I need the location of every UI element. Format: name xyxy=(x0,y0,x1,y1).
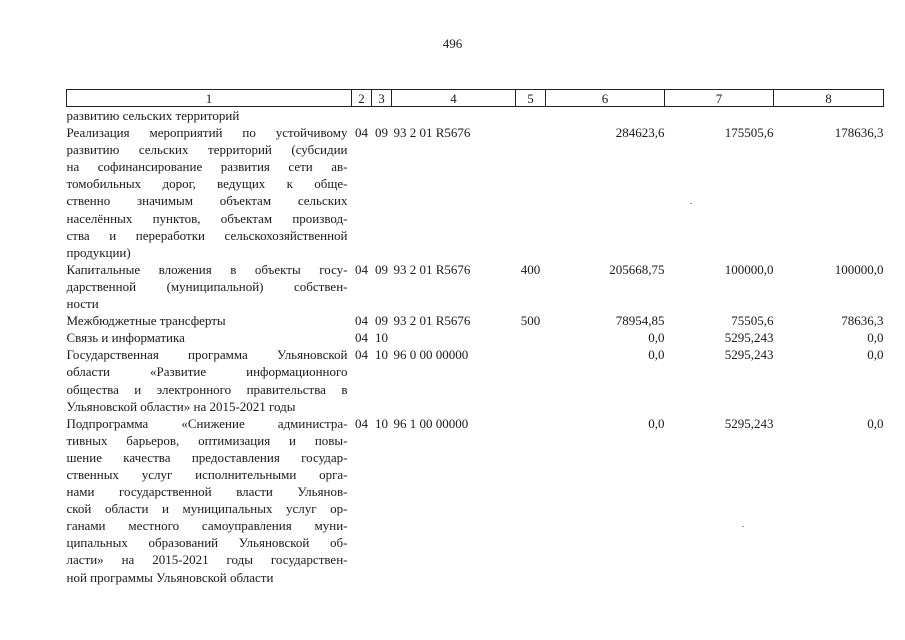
col-header-8: 8 xyxy=(774,90,884,107)
amount-col-8: 78636,3 xyxy=(841,313,884,329)
row-name xyxy=(67,329,352,346)
amount-col-7: 75505,6 xyxy=(731,313,774,329)
col-header-7: 7 xyxy=(665,90,774,107)
row-name-line: нами государственной власти Ульянов- xyxy=(66,484,348,500)
subsection-code: 09 xyxy=(375,261,388,277)
table-row xyxy=(67,261,884,312)
row-name-line: Государственная программа Ульяновской xyxy=(66,347,348,363)
target-item-code: 96 1 00 00000 xyxy=(393,415,469,431)
row-name-line: развитию сельских территорий xyxy=(66,108,240,123)
row-name-line: Связь и информатика xyxy=(66,330,185,346)
amount-col-8: 0,0 xyxy=(867,347,884,363)
row-name-line: ципальных образований Ульяновской об- xyxy=(66,535,348,551)
amount-col-6: 78954,85 xyxy=(615,313,665,329)
subsection-code: 09 xyxy=(375,125,388,141)
amount-col-7: 175505,6 xyxy=(724,125,774,141)
row-name xyxy=(67,261,352,312)
header-row xyxy=(67,90,884,107)
col-header-3: 3 xyxy=(372,90,392,107)
table-row xyxy=(67,415,884,586)
row-name-line: Подпрограмма «Снижение администра- xyxy=(66,415,348,431)
expense-type-code xyxy=(516,107,546,125)
row-name-line: ственно значимым объектам сельских xyxy=(66,193,348,209)
col-header-6: 6 xyxy=(546,90,665,107)
row-name-line: на софинансирование развития сети ав- xyxy=(66,159,348,175)
subsection-code: 10 xyxy=(375,347,388,363)
expense-type-code xyxy=(516,124,546,261)
target-item-code: 96 0 00 00000 xyxy=(393,347,469,363)
row-name-line: ственных услуг исполнительными орга- xyxy=(66,466,348,482)
row-name-line: продукции) xyxy=(66,244,131,260)
row-name-line: Реализация мероприятий по устойчивому xyxy=(66,125,348,141)
expense-type-code: 400 xyxy=(520,261,541,277)
row-name xyxy=(67,415,352,586)
table-body xyxy=(67,107,884,586)
amount-col-8: 0,0 xyxy=(867,415,884,431)
section-code: 04 xyxy=(355,313,368,329)
row-name xyxy=(67,312,352,329)
target-item-code: 93 2 01 R5676 xyxy=(393,261,471,277)
row-name-line: общества и электронного правительства в xyxy=(66,381,348,397)
scan-speck xyxy=(742,526,744,527)
subsection-code: 10 xyxy=(375,415,388,431)
section-code: 04 xyxy=(355,347,368,363)
table-row xyxy=(67,107,884,125)
subsection-code: 09 xyxy=(375,313,388,329)
amount-col-6 xyxy=(546,107,665,125)
row-name-line: ганами местного самоуправления муни- xyxy=(66,518,348,534)
table-row xyxy=(67,329,884,346)
row-name-line: ства и переработки сельскохозяйственной xyxy=(66,227,348,243)
col-header-5: 5 xyxy=(516,90,546,107)
amount-col-7: 100000,0 xyxy=(724,261,774,277)
row-name-line: Ульяновской области» на 2015-2021 годы xyxy=(66,398,296,414)
row-name-line: томобильных дорог, ведущих к обще- xyxy=(66,176,348,192)
budget-table xyxy=(66,89,884,586)
expense-type-code: 500 xyxy=(520,313,541,329)
row-name-line: дарственной (муниципальной) собствен- xyxy=(66,278,348,294)
table-row xyxy=(67,346,884,414)
amount-col-6: 205668,75 xyxy=(609,261,665,277)
amount-col-8 xyxy=(774,107,884,125)
amount-col-8: 0,0 xyxy=(867,330,884,346)
amount-col-6: 0,0 xyxy=(648,415,665,431)
subsection-code xyxy=(372,107,392,125)
expense-type-code xyxy=(516,346,546,414)
amount-col-6: 284623,6 xyxy=(615,125,665,141)
target-item-code xyxy=(392,329,516,346)
target-item-code: 93 2 01 R5676 xyxy=(393,313,471,329)
amount-col-8: 100000,0 xyxy=(834,261,884,277)
section-code: 04 xyxy=(355,415,368,431)
row-name-line: шение качества предоставления государ- xyxy=(66,449,348,465)
row-name-line: ности xyxy=(66,296,99,312)
row-name-line: ной программы Ульяновской области xyxy=(66,569,274,585)
amount-col-8: 178636,3 xyxy=(834,125,884,141)
amount-col-7: 5295,243 xyxy=(724,347,774,363)
expense-type-code xyxy=(516,415,546,586)
row-name-line: развитию сельских территорий (субсидии xyxy=(66,142,348,158)
col-header-1: 1 xyxy=(67,90,352,107)
page-number: 496 xyxy=(442,36,463,51)
subsection-code: 10 xyxy=(375,330,388,346)
amount-col-6: 0,0 xyxy=(648,347,665,363)
section-code: 04 xyxy=(355,330,368,346)
section-code: 04 xyxy=(355,125,368,141)
expense-type-code xyxy=(516,329,546,346)
amount-col-7: 5295,243 xyxy=(724,415,774,431)
table-row xyxy=(67,312,884,329)
table-row xyxy=(67,124,884,261)
section-code: 04 xyxy=(355,261,368,277)
row-name xyxy=(67,124,352,261)
target-item-code xyxy=(392,107,516,125)
row-name-line: Капитальные вложения в объекты госу- xyxy=(66,261,348,277)
amount-col-7: 5295,243 xyxy=(724,330,774,346)
row-name-line: Межбюджетные трансферты xyxy=(66,313,226,329)
col-header-4: 4 xyxy=(392,90,516,107)
row-name xyxy=(67,107,352,125)
row-name-line: области «Развитие информационного xyxy=(66,364,348,380)
row-name-line: ласти» на 2015-2021 годы государствен- xyxy=(66,552,348,568)
section-code xyxy=(352,107,372,125)
amount-col-6: 0,0 xyxy=(648,330,665,346)
row-name-line: населённых пунктов, объектам производ- xyxy=(66,210,348,226)
row-name xyxy=(67,346,352,414)
amount-col-7 xyxy=(665,107,774,125)
row-name-line: ской области и муниципальных услуг ор- xyxy=(66,501,348,517)
row-name-line: тивных барьеров, оптимизация и повы- xyxy=(66,432,348,448)
target-item-code: 93 2 01 R5676 xyxy=(393,125,471,141)
col-header-2: 2 xyxy=(352,90,372,107)
scan-speck xyxy=(690,203,692,204)
